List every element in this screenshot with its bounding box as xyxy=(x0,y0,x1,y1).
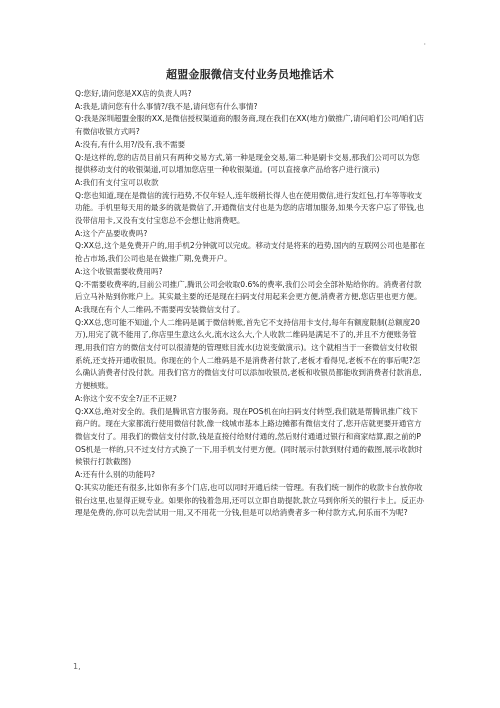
document-body xyxy=(75,88,425,520)
dialogue-line: A:我现在有个人二维码,不需要再安装微信支付了。 xyxy=(75,304,245,314)
document-title: 超盟金服微信支付业务员地推话术 xyxy=(166,68,334,81)
dialogue-line: A:这个产品要收费吗? xyxy=(75,228,148,238)
dialogue-line: Q:XX总,这个是免费开户的,用手机2分钟就可以完成。移动支付是将来的趋势,国内的互联网公司也是都在抢占市场,我们公司也是在做推广期,免费开户。 xyxy=(75,241,425,264)
dialogue-line: A:这个收银需要收费用吗? xyxy=(75,266,163,276)
dialogue-line: A:你这个安不安全?/正不正规? xyxy=(75,393,177,403)
dialogue-line: Q:XX总,您可能不知道,个人二维码是属于微信转账,首先它不支持信用卡支付,每年有额度限制(总额度20万),用完了就不能用了,你店里生意这么火,流水这么大,个人收款二维码是满足不了的,并且不方便账务管理,用我们官方的微信支付可以很清楚的管理账目流水(边说变做演示)。这个就相当于一套微信支付收银系统,还支持开通收银员。你现在的个人二维码是不是消费者付款了,老板才看得见,老板不在的事后呢?怎么确认消费者付没付款。用我们官方的微信支付可以添加收银员,老板和收银员都能收到消费者付款消息,方便核账。 xyxy=(75,317,422,391)
dialogue-line: Q:我是深圳超盟金服的XX,是微信授权渠道商的服务商,现在我们在XX(地方)做推广,请问咱们公司/咱们店有微信收银方式吗? xyxy=(75,114,424,137)
dialogue-line: Q:是这样的,您的店员目前只有两种交易方式,第一种是现金交易,第二种是刷卡交易,那我们公司可以为您提供移动支付的收银渠道,可以增加您店里一种收银渠道。(可以直接拿产品给客户进行演示) xyxy=(75,152,420,175)
page-corner-mark: · xyxy=(423,40,426,49)
dialogue-line: Q:XX总,绝对安全的。我们是腾讯官方服务商。现在POS机在向扫码支付转型,我们就是帮腾讯推广线下商户的。现在大家都流行使用微信付款,像一线城市基本上路边摊都有微信支付了,您开店就更要开通官方微信支付了。用我们的微信支付付款,钱是直接付给财付通的,然后财付通通过银行和商家结算,跟之前的POS机是一样的,只不过支付方式换了一下,用手机支付更方便。(同时展示付款到财付通的截图,展示收款时候银行打款截图) xyxy=(75,406,423,467)
dialogue-line: A:还有什么别的功能吗? xyxy=(75,470,155,480)
dialogue-line: A:没有,有什么用?/没有,我不需要 xyxy=(75,139,186,149)
dialogue-line: Q:不需要收费率的,目前公司推广,腾讯公司会收取0.6%的费率,我们公司会全部补贴给你的。消费者付款后立马补贴到你账户上。其实最主要的还是现在扫码支付用起来会更方便,消费者方便,您店里也更方便。 xyxy=(75,279,422,302)
dialogue-line: Q:您好,请问您是XX店的负责人吗? xyxy=(75,89,192,98)
dialogue-line: Q:您也知道,现在是微信的流行趋势,不仅年轻人,连年级稍长得人也在使用微信,进行发红包,打车等等收支功能。手机里每天用的最多的就是微信了,开通微信支付也是为您的店增加服务,如果今天客户忘了带钱,也没带信用卡,又没有支付宝您总不会想让他消费吧。 xyxy=(75,190,424,226)
dialogue-line: A:我们有支付宝可以收款 xyxy=(75,177,159,187)
dialogue-line: A:我是,请问您有什么事情?/我不是,请问您有什么事情? xyxy=(75,101,258,111)
dialogue-line: Q:其实功能还有很多,比如你有多个门店,也可以同时开通后续一管理。有我们统一制作的收款卡台放你收银台这里,也显得正规专业。如果你的钱着急用,还可以立即自助提款,款立马到你所关的银行卡上。反正办理是免费的,你可以先尝试用一用,又不用花一分钱,但是可以给消费者多一种付款方式,何乐而不为呢? xyxy=(75,482,424,518)
page-footer-mark: 1, xyxy=(73,662,81,671)
